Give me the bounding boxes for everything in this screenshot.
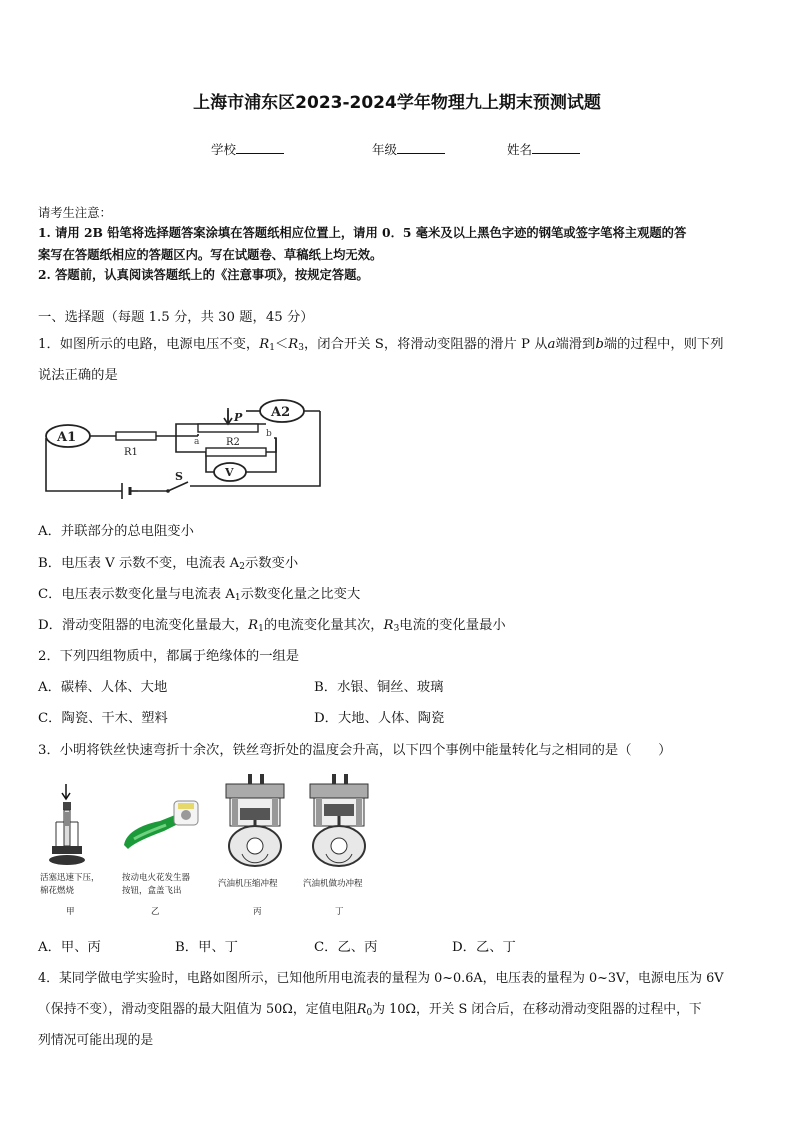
q1-stem-b: ，闭合开关 S，将滑动变阻器的滑片 P 从 [304, 337, 548, 352]
resistor-r2 [206, 448, 266, 456]
q2-option-a: A．碳棒、人体、大地 [38, 680, 168, 695]
label-jia: 甲 [66, 907, 75, 917]
q1-option-c: C．电压表示数变化量与电流表 $A_1$示数变化量之比变大 [38, 587, 361, 603]
q3-option-c: C．乙、丙 [314, 940, 378, 955]
q1-lt: ＜ [274, 337, 289, 352]
q1-r3-sub: 3 [298, 343, 305, 353]
name-label: 姓名 [507, 142, 533, 157]
r1-label: R1 [124, 447, 138, 458]
resistor-r1 [116, 432, 156, 440]
grade-label: 年级 [372, 142, 398, 157]
switch [168, 482, 188, 491]
q4-line-1: 4．某同学做电学实验时，电路如图所示，已知他所用电流表的量程为 0~0.6A，电压表的量程为 0~3V，电源电压为 6V [38, 971, 724, 986]
a-label: a [194, 437, 200, 447]
label-bing: 丙 [253, 907, 262, 917]
name-blank [532, 141, 580, 154]
caption-yi-2: 按钮，盒盖飞出 [122, 886, 182, 896]
q4-line-3: 列情况可能出现的是 [38, 1033, 154, 1048]
spark-generator-image [120, 795, 210, 855]
caption-jia-2: 棉花燃烧 [40, 886, 75, 896]
q1-r3: R [288, 337, 299, 352]
caption-bing: 汽油机压缩冲程 [218, 879, 278, 889]
q1-stem [38, 333, 724, 353]
a1-label: A1 [57, 430, 77, 445]
page-title: 上海市浦东区2023-2024学年物理九上期末预测试题 [193, 93, 601, 113]
q1-r1-sub: 1 [269, 343, 275, 353]
v-label: V [225, 466, 234, 479]
q1-stem-c: 端滑到 [555, 337, 596, 352]
q2-option-b: B．水银、铜丝、玻璃 [314, 680, 444, 695]
q2-option-c: C．陶瓷、干木、塑料 [38, 711, 168, 726]
r2-label: R2 [226, 437, 240, 448]
power-stroke-image [302, 774, 376, 868]
notice-line-1a: 1. 请用 2B 铅笔将选择题答案涂填在答题纸相应位置上，请用 0．5 毫米及以上黑色字迹的钢笔或签字笔将主观题的答 [38, 225, 687, 240]
school-field [211, 140, 284, 158]
school-blank [236, 141, 284, 154]
q1-r1: R [259, 337, 270, 352]
caption-jia-1: 活塞迅速下压， [40, 873, 100, 883]
q3-stem: 3．小明将铁丝快速弯折十余次，铁丝弯折处的温度会升高，以下四个事例中能量转化与之相同的是（ ） [38, 743, 672, 758]
section-heading: 一、选择题（每题 1.5 分，共 30 题，45 分） [38, 310, 314, 325]
q3-option-d: D．乙、丁 [452, 940, 516, 955]
notice-line-1b: 案写在答题纸相应的答题区内。写在试题卷、草稿纸上均无效。 [38, 247, 383, 262]
fire-piston-image [46, 782, 96, 872]
q1-a: a [547, 337, 556, 352]
q4-line-2: （保持不变），滑动变阻器的最大阻值为 50Ω，定值电阻$R_0$为 10Ω，开关 S 闭合后，在移动滑动变阻器的过程中，下 [38, 1002, 702, 1018]
q2-stem: 2．下列四组物质中，都属于绝缘体的一组是 [38, 649, 300, 664]
label-yi: 乙 [151, 907, 160, 917]
grade-blank [397, 141, 445, 154]
notice-heading: 请考生注意： [38, 206, 112, 220]
compression-stroke-image [218, 774, 292, 868]
q1-stem-d: 端的过程中，则下列 [603, 337, 724, 352]
p-label: P [234, 411, 243, 424]
q1-stem-line-2: 说法正确的是 [38, 368, 118, 383]
notice-line-2: 2. 答题前，认真阅读答题纸上的《注意事项》，按规定答题。 [38, 267, 369, 282]
b-label: b [266, 429, 272, 439]
q1-option-b: B．电压表 V 示数不变，电流表 $A_2$示数变小 [38, 556, 299, 572]
q1-stem-a: 1．如图所示的电路，电源电压不变， [38, 337, 260, 352]
q1-b: b [595, 337, 604, 352]
q1-option-a: A．并联部分的总电阻变小 [38, 524, 194, 539]
q1-circuit-diagram [38, 394, 328, 500]
grade-field [372, 140, 445, 158]
q1-option-d: D．滑动变阻器的电流变化量最大，$R_1$的电流变化量其次，$R_3$电流的变化量最小 [38, 618, 506, 634]
s-label: S [175, 470, 183, 483]
school-label: 学校 [211, 142, 237, 157]
caption-ding: 汽油机做功冲程 [303, 879, 363, 889]
caption-yi-1: 按动电火花发生器 [122, 873, 191, 883]
name-field [507, 140, 580, 158]
q3-option-b: B．甲、丁 [175, 940, 238, 955]
a2-label: A2 [271, 405, 291, 420]
label-ding: 丁 [335, 907, 344, 917]
q2-option-d: D．大地、人体、陶瓷 [314, 711, 445, 726]
q3-option-a: A．甲、丙 [38, 940, 101, 955]
